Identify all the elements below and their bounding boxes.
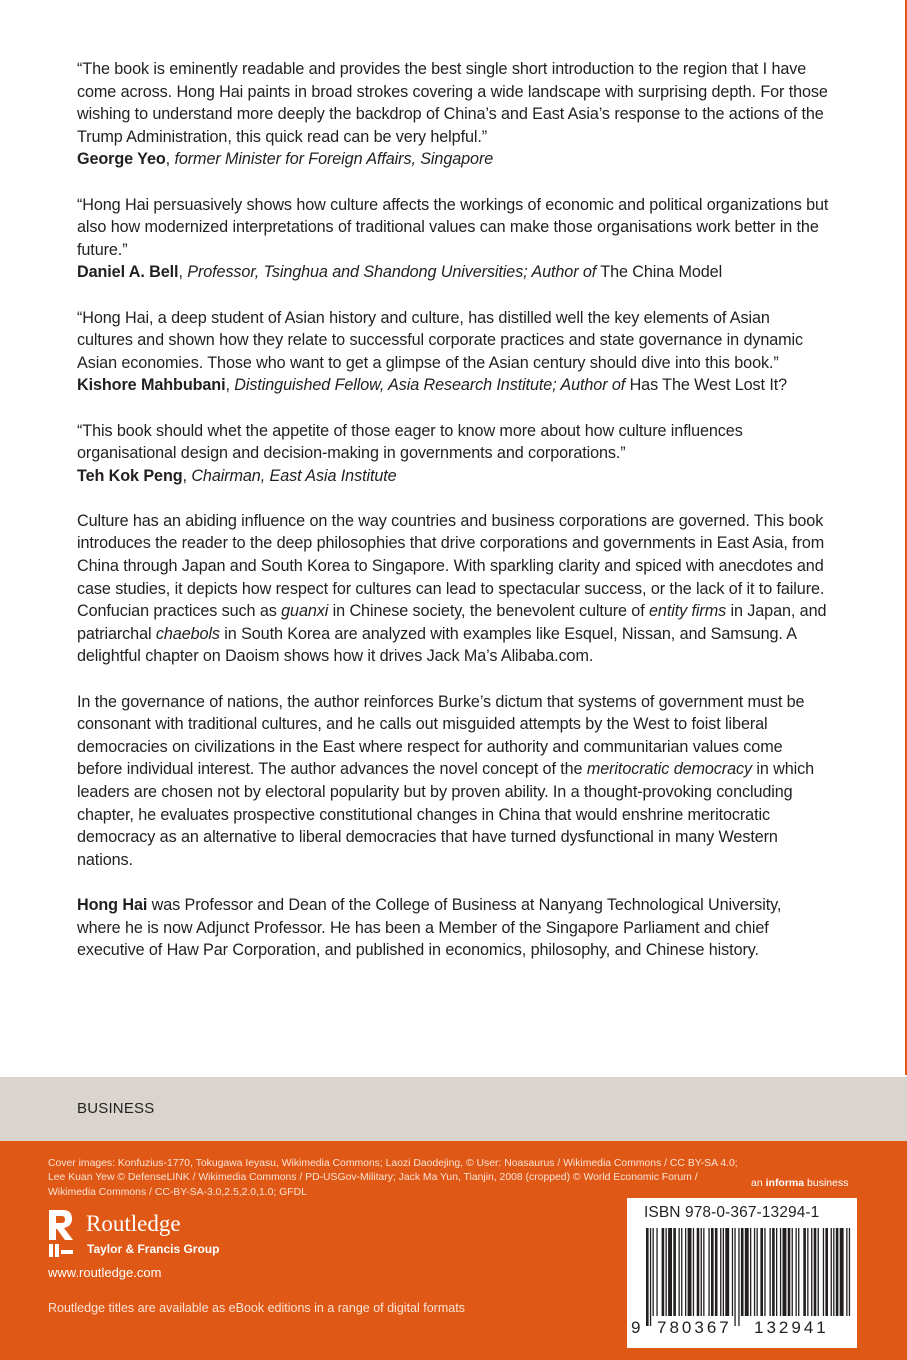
text-run: in South Korea are analyzed with examples like Esquel, Nissan, and Samsung. A delightful chapter on Daoism shows how it drives Jack Ma’s Alibaba.com. xyxy=(77,624,797,666)
blurb-kishore-mahbubani xyxy=(77,307,829,397)
subject-label: BUSINESS xyxy=(77,1100,155,1117)
blurb-work-title: Has The West Lost It? xyxy=(629,376,788,395)
barcode-bar xyxy=(646,1228,649,1326)
barcode-bar xyxy=(811,1228,812,1316)
italic-term: guanxi xyxy=(281,602,329,621)
description-paragraph-1 xyxy=(77,510,829,668)
barcode-digits-left: 780367 xyxy=(657,1318,732,1337)
barcode-icon xyxy=(630,1228,854,1326)
blurb-role: Chairman, East Asia Institute xyxy=(191,466,397,485)
barcode-bar xyxy=(656,1228,657,1316)
barcode-bar xyxy=(679,1228,680,1316)
barcode-bar xyxy=(846,1228,847,1316)
publisher-website[interactable]: www.routledge.com xyxy=(48,1265,162,1280)
barcode-bar xyxy=(818,1228,819,1316)
italic-term: chaebols xyxy=(155,624,220,643)
barcode-bar xyxy=(732,1228,733,1316)
barcode-bar xyxy=(685,1228,686,1316)
blurb-role: Professor, Tsinghua and Shandong Universities; Author of xyxy=(187,263,597,282)
barcode-bar xyxy=(798,1228,799,1316)
blurb-teh-kok-peng xyxy=(77,420,829,488)
publisher-name: Routledge xyxy=(86,1211,181,1236)
barcode-digits-right: 132941 xyxy=(754,1318,829,1337)
barcode-bar xyxy=(725,1228,729,1316)
barcode-bar xyxy=(760,1228,763,1316)
text-run: in which leaders are chosen not by electoral popularity but by proven ability. In a thought-provoking concluding chapter, he evaluates prospective constitutional changes in China that would enshrine meritocratic democracy as an alternative to liberal democracies that have turned dysfunctional in many Western nations. xyxy=(77,760,815,869)
barcode-bar xyxy=(814,1228,817,1316)
text-run: Culture has an abiding influence on the way countries and business corporations are governed. This book introduces the reader to the deep philosophies that drive corporations and governments in East Asia, from China through Japan and South Korea to Singapore. With sparkling clarity and spiced with anecdotes and case studies, it depicts how respect for cultures can lead to spectacular success, or the lack of it to failure. Confucian practices such as xyxy=(77,511,825,621)
blurb-name: Kishore Mahbubani xyxy=(77,376,226,395)
informa-tagline xyxy=(751,1177,848,1189)
barcode-bar xyxy=(745,1228,749,1316)
blurb-quote: “This book should whet the appetite of those eager to know more about how culture influences organisational design and decision-making in governments and corporations.” xyxy=(77,421,743,463)
barcode-bar xyxy=(715,1228,718,1316)
barcode-bar xyxy=(831,1228,832,1316)
informa-prefix: an xyxy=(751,1177,766,1189)
barcode-bar xyxy=(650,1228,651,1326)
barcode-bar xyxy=(780,1228,781,1316)
barcode-bar xyxy=(688,1228,692,1316)
blurb-work-title: The China Model xyxy=(600,263,723,282)
author-bio xyxy=(77,894,829,962)
blurb-name: Daniel A. Bell xyxy=(77,263,179,282)
description-paragraph-2 xyxy=(77,691,829,872)
barcode-bar xyxy=(823,1228,824,1316)
blurb-attribution: Kishore Mahbubani, Distinguished Fellow, Asia Research Institute; Author of Has The West Lost It? xyxy=(77,376,788,395)
barcode-bar xyxy=(720,1228,721,1316)
barcode-bar xyxy=(697,1228,700,1316)
barcode-bar xyxy=(662,1228,665,1316)
ebook-note: Routledge titles are available as eBook editions in a range of digital formats xyxy=(48,1301,465,1315)
blurb-quote: “Hong Hai, a deep student of Asian history and culture, has distilled well the key elements of Asian cultures and shown how they relate to successful corporate practices and state governance in dynamic Asian economies. Those who want to get a glimpse of the Asian century should dive into this book.” xyxy=(77,308,804,372)
barcode-bar xyxy=(741,1228,744,1316)
blurb-quote: “Hong Hai persuasively shows how culture affects the workings of economic and political organizations but also how modernized interpretations of traditional values can make those organisations work better in the future.” xyxy=(77,195,829,259)
barcode-bar xyxy=(825,1228,828,1316)
barcode-bar xyxy=(750,1228,751,1316)
barcode-bar xyxy=(653,1228,654,1316)
barcode-bar xyxy=(849,1228,850,1316)
text-run: in Japan, and patriarchal xyxy=(77,602,827,643)
blurb-name: George Yeo xyxy=(77,150,166,169)
blurb-role: former Minister for Foreign Affairs, Singapore xyxy=(174,150,494,169)
subject-band xyxy=(0,1077,907,1141)
barcode-bar xyxy=(772,1228,775,1316)
routledge-logo-icon xyxy=(45,1207,77,1259)
blurb-daniel-bell xyxy=(77,194,829,284)
barcode-bar xyxy=(673,1228,676,1316)
barcode-bar xyxy=(757,1228,758,1316)
barcode-bar xyxy=(754,1228,755,1316)
barcode-bar xyxy=(770,1228,771,1316)
barcode-bar xyxy=(764,1228,765,1316)
barcode-bar xyxy=(840,1228,844,1316)
barcode-bar xyxy=(723,1228,724,1316)
barcode-bar xyxy=(836,1228,839,1316)
back-cover-text xyxy=(77,58,829,984)
informa-suffix: business xyxy=(804,1177,849,1189)
barcode-bar xyxy=(776,1228,777,1316)
barcode-bar xyxy=(701,1228,702,1316)
blurb-george-yeo xyxy=(77,58,829,171)
publisher-footer xyxy=(0,1141,907,1360)
barcode-bar xyxy=(738,1228,739,1326)
barcode-bar xyxy=(807,1228,808,1316)
text-run: in Chinese society, the benevolent culture of xyxy=(328,602,650,621)
barcode-bar xyxy=(788,1228,791,1316)
isbn-barcode-panel xyxy=(627,1198,857,1348)
barcode-bar xyxy=(711,1228,714,1316)
blurb-name: Teh Kok Peng xyxy=(77,466,183,485)
isbn-number: ISBN 978-0-367-13294-1 xyxy=(644,1204,820,1221)
italic-term: meritocratic democracy xyxy=(586,760,752,779)
blurb-role: Distinguished Fellow, Asia Research Institute; Author of xyxy=(234,376,626,395)
barcode-bar xyxy=(796,1228,797,1316)
barcode-bar xyxy=(693,1228,694,1316)
barcode-bar xyxy=(708,1228,709,1316)
cover-image-credits: Cover images: Konfuzius-1770, Tokugawa Ieyasu, Wikimedia Commons; Laozi Daodejing, © User: Noasaurus / Wikimedia Commons / CC BY-SA 4.0; Lee Kuan Yew © DefenseLINK / Wikimedia Commons / PD-USGov-Military; Jack Ma Yun, Tianjin, 2008 (cropped) © World Economic Forum / Wikimedia Commons / CC-BY-SA-3.0,2.5,2.0,1.0; GFDL xyxy=(48,1158,738,1198)
barcode-bar xyxy=(668,1228,672,1316)
barcode-bar xyxy=(681,1228,682,1316)
barcode-bar xyxy=(734,1228,735,1326)
barcode-bar xyxy=(703,1228,704,1316)
blurb-attribution: George Yeo, former Minister for Foreign Affairs, Singapore xyxy=(77,150,494,169)
barcode-bar xyxy=(783,1228,787,1316)
informa-brand: informa xyxy=(765,1177,805,1189)
blurb-quote: “The book is eminently readable and provides the best single short introduction to the region that I have come across. Hong Hai paints in broad strokes covering a wide landscape with surprising depth. For those wishing to understand more deeply the backdrop of China’s and East Asia’s response to the actions of the Trump Administration, this quick read can be very helpful.” xyxy=(77,60,828,146)
publisher-group: Taylor & Francis Group xyxy=(87,1242,220,1256)
barcode-digit-prefix: 9 xyxy=(631,1318,641,1337)
barcode-bar xyxy=(803,1228,806,1316)
text-run: In the governance of nations, the author reinforces Burke’s dictum that systems of government must be consonant with traditional cultures, and he calls out misguided attempts by the West to foist liberal democracies on civilizations in the East where respect for authority and communitarian values come before individual interest. The author advances the novel concept of the xyxy=(77,692,805,779)
author-name: Hong Hai xyxy=(77,895,148,914)
author-bio-text: was Professor and Dean of the College of Business at Nanyang Technological University, where he is now Adjunct Professor. He has been a Member of the Singapore Parliament and chief executive of Haw Par Corporation, and published in economics, philosophy, and Chinese history. xyxy=(77,895,782,960)
barcode-bar xyxy=(666,1228,667,1316)
blurb-attribution: Daniel A. Bell, Professor, Tsinghua and Shandong Universities; Author of The China Model xyxy=(77,263,723,282)
blurb-attribution: Teh Kok Peng, Chairman, East Asia Institute xyxy=(77,466,397,485)
barcode-bar xyxy=(833,1228,834,1316)
italic-term: entity firms xyxy=(649,602,727,621)
barcode-bar xyxy=(792,1228,793,1316)
